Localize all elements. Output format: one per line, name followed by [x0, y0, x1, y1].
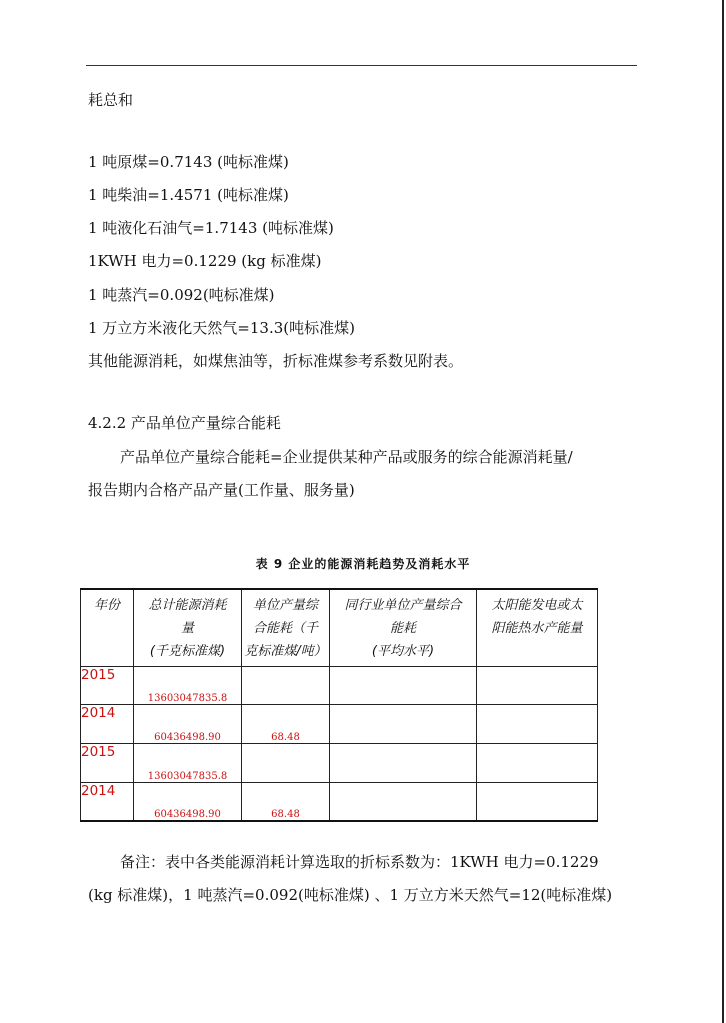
header-total: 总计能源消耗 量 (千克标准煤) [134, 589, 242, 666]
section-paragraph-line: 报告期内合格产品产量(工作量、服务量) [88, 481, 355, 499]
header-rule [86, 65, 637, 66]
cell-industry [330, 666, 477, 704]
conversion-line: 1 万立方米液化天然气=13.3(吨标准煤) [88, 319, 355, 337]
cell-total: 13603047835.8 [134, 666, 242, 704]
conversion-line: 1 吨液化石油气=1.7143 (吨标准煤) [88, 219, 334, 237]
table-header-row [81, 589, 598, 666]
conversion-line: 1KWH 电力=0.1229 (kg 标准煤) [88, 252, 322, 270]
cell-total: 13603047835.8 [134, 743, 242, 782]
note-line: (kg 标准煤)，1 吨蒸汽=0.092(吨标准煤) 、1 万立方米天然气=12(吨标准煤) [88, 886, 613, 904]
cell-unit [242, 743, 330, 782]
cell-year: 2014 [81, 782, 134, 821]
cell-solar [477, 704, 598, 743]
cell-total: 60436498.90 [134, 704, 242, 743]
cell-unit [242, 666, 330, 704]
section-heading: 4.2.2 产品单位产量综合能耗 [88, 414, 281, 432]
conversion-note: 其他能源消耗，如煤焦油等，折标准煤参考系数见附表。 [88, 352, 464, 370]
conversion-line: 1 吨蒸汽=0.092(吨标准煤) [88, 286, 275, 304]
cell-total: 60436498.90 [134, 782, 242, 821]
header-industry: 同行业单位产量综合 能耗 (平均水平) [330, 589, 477, 666]
energy-table [80, 588, 598, 822]
table-row [81, 666, 598, 704]
cell-unit: 68.48 [242, 704, 330, 743]
header-year: 年份 [81, 589, 134, 666]
cell-industry [330, 743, 477, 782]
conversion-line: 1 吨柴油=1.4571 (吨标准煤) [88, 186, 289, 204]
cell-unit: 68.48 [242, 782, 330, 821]
cell-year: 2014 [81, 704, 134, 743]
header-solar: 太阳能发电或太 阳能热水产能量 [477, 589, 598, 666]
cell-year: 2015 [81, 743, 134, 782]
table-row [81, 743, 598, 782]
cell-industry [330, 782, 477, 821]
section-paragraph-line: 产品单位产量综合能耗=企业提供某种产品或服务的综合能源消耗量/ [120, 448, 573, 466]
table-row [81, 704, 598, 743]
conversion-line: 1 吨原煤=0.7143 (吨标准煤) [88, 153, 289, 171]
table-row [81, 782, 598, 821]
note-line: 备注：表中各类能源消耗计算选取的折标系数为：1KWH 电力=0.1229 [120, 853, 599, 871]
header-unit: 单位产量综 合能耗（千 克标准煤/吨） [242, 589, 330, 666]
continued-text: 耗总和 [88, 91, 134, 109]
table-caption: 表 9 企业的能源消耗趋势及消耗水平 [255, 557, 471, 571]
cell-solar [477, 743, 598, 782]
page-edge [722, 0, 724, 1023]
cell-industry [330, 704, 477, 743]
cell-solar [477, 666, 598, 704]
cell-solar [477, 782, 598, 821]
cell-year: 2015 [81, 666, 134, 704]
